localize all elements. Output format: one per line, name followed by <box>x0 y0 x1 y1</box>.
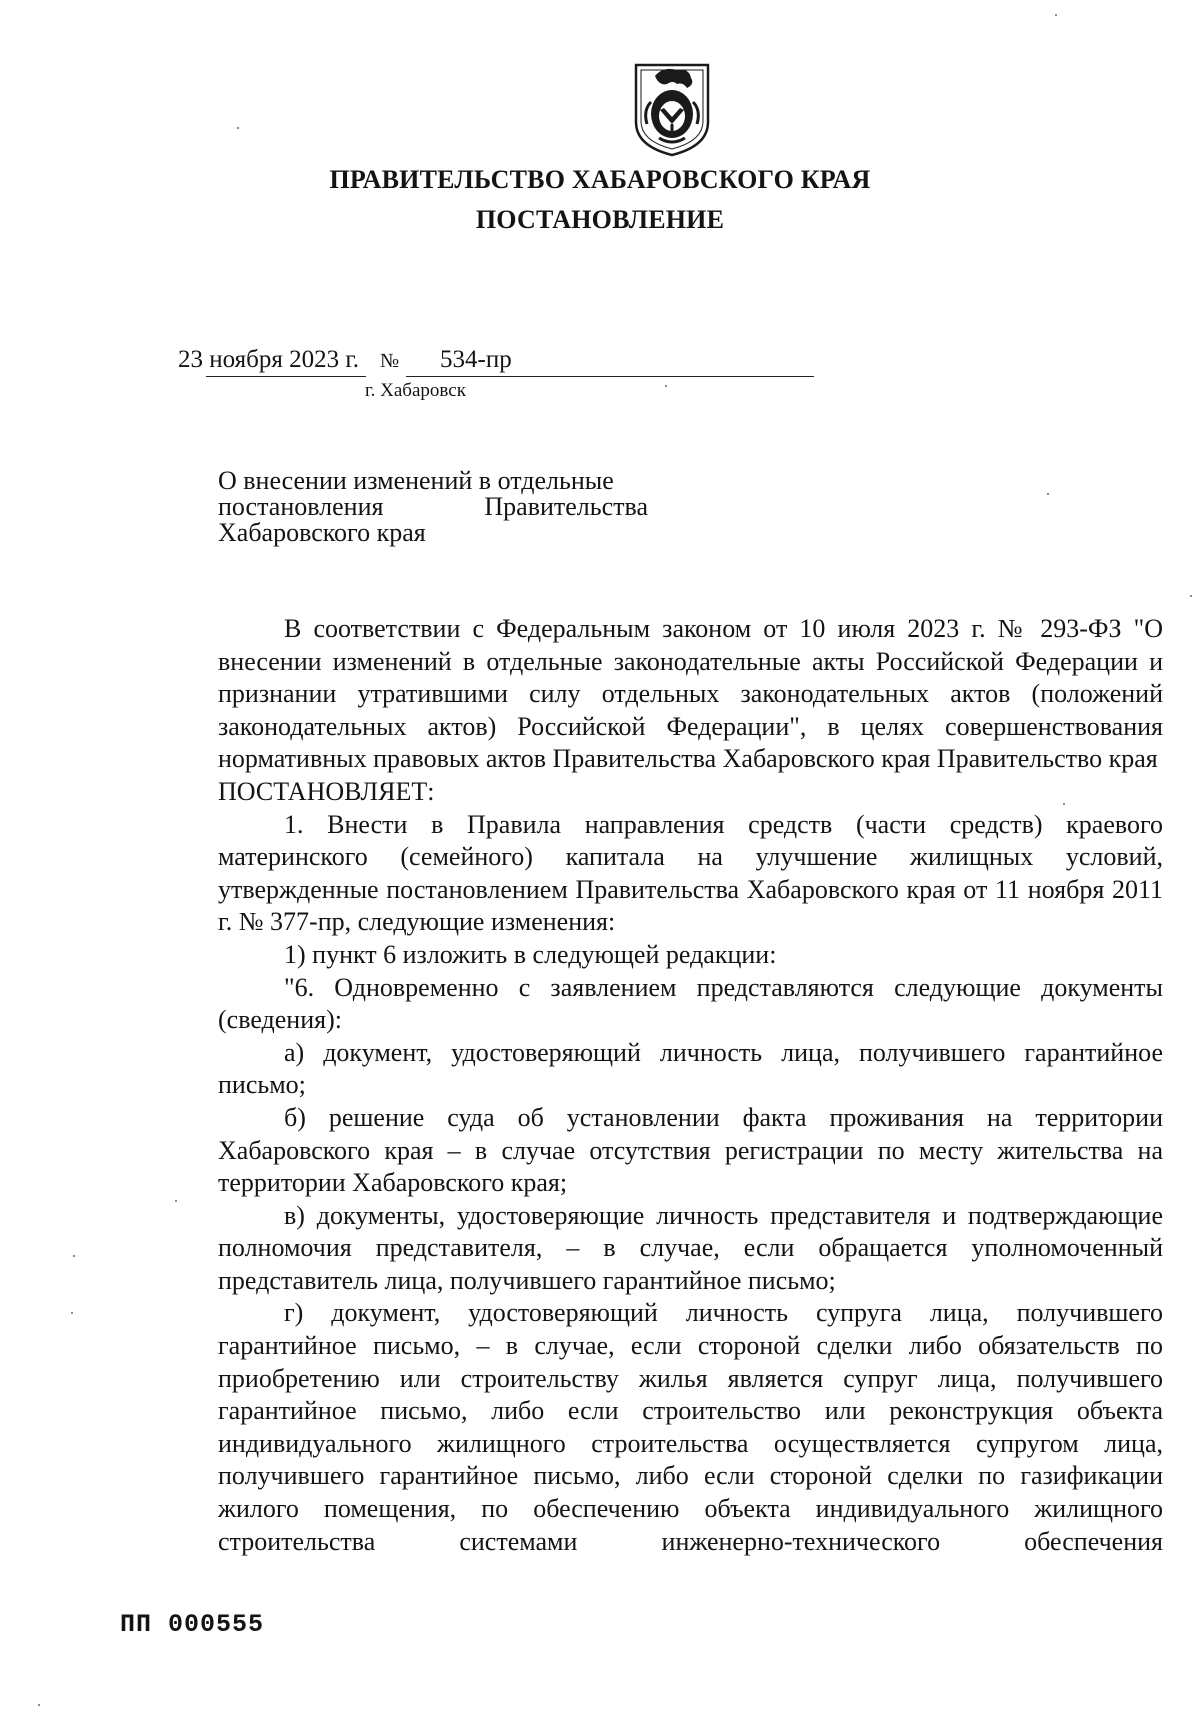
number-sign: № <box>380 350 400 372</box>
clause-v-paragraph: в) документы, удостоверяющие личность представителя и подтверждающие полномочия представителя, – в случае, если обращается уполномоченный представитель лица, получившего гарантийное письмо; <box>218 1200 1163 1295</box>
number-underline <box>406 376 814 377</box>
subject-line-2-left: постановления <box>218 492 384 521</box>
clause-a-paragraph: а) документ, удостоверяющий личность лица, получившего гарантийное письмо; <box>218 1037 1163 1100</box>
subject-line-3: Хабаровского края <box>218 518 426 547</box>
resolves-heading: ПОСТАНОВЛЯЕТ: <box>218 776 435 806</box>
subject-line-1: О внесении изменений в отдельные <box>218 466 614 495</box>
document-subject <box>218 468 648 546</box>
scan-speck <box>1055 14 1057 16</box>
document-number: 534-пр <box>440 346 512 373</box>
scan-speck <box>71 1312 73 1314</box>
clause-g-paragraph: г) документ, удостоверяющий личность супруга лица, получившего гарантийное письмо, – в случае, если стороной сделки либо обязательств по приобретению или строительству жилья является супруг лица, получившего гарантийное письмо, либо если строительство или реконструкция объекта индивидуального жилищного строительства осуществляется супругом лица, получившего гарантийное письмо, либо если стороной сделки по газификации жилого помещения, по обеспечению объекта индивидуального жилищного строительства системами инженерно-технического обеспечения <box>218 1298 1163 1556</box>
preamble-paragraph: В соответствии с Федеральным законом от 10 июля 2023 г. № 293-ФЗ "О внесении изменений в отдельные законодательные акты Российской Федерации и признании утратившими силу отдельных законодательных актов (положений законодательных актов) Российской Федерации", в целях совершенствования нормативных правовых актов Правительства Хабаровского края Правительство края <box>218 614 1163 774</box>
scan-speck <box>73 1255 75 1257</box>
clause-b-paragraph: б) решение суда об установлении факта проживания на территории Хабаровского края – в случае отсутствия регистрации по месту жительства на территории Хабаровского края; <box>218 1102 1163 1198</box>
scan-speck <box>1190 595 1192 597</box>
document-body <box>218 613 1163 1558</box>
document-city: г. Хабаровск <box>365 380 466 401</box>
subject-line-2 <box>218 494 648 520</box>
scan-speck <box>38 1704 40 1706</box>
scan-speck <box>237 127 239 129</box>
scan-speck <box>175 1200 177 1202</box>
scan-speck <box>665 385 667 387</box>
document-date: 23 ноября 2023 г. <box>178 346 360 373</box>
subject-line-2-right: Правительства <box>484 492 648 521</box>
item-1-paragraph: 1. Внести в Правила направления средств (части средств) краевого материнского (семейного) капитала на улучшение жилищных условий, утвержденные постановлением Правительства Хабаровского края от 11 ноября 2011 г. № 377-пр, следующие изменения: <box>218 809 1163 937</box>
item-1-1-paragraph: 1) пункт 6 изложить в следующей редакции: <box>284 939 777 969</box>
coat-of-arms-icon <box>633 62 711 158</box>
form-code: ПП 000555 <box>120 1610 265 1639</box>
scan-speck <box>1063 803 1065 805</box>
scan-speck <box>1047 493 1049 495</box>
document-type-title: ПОСТАНОВЛЕНИЕ <box>475 205 725 234</box>
clause-6-paragraph: "6. Одновременно с заявлением представляются следующие документы (сведения): <box>218 972 1163 1035</box>
date-underline <box>206 376 366 377</box>
government-title: ПРАВИТЕЛЬСТВО ХАБАРОВСКОГО КРАЯ <box>329 165 871 194</box>
